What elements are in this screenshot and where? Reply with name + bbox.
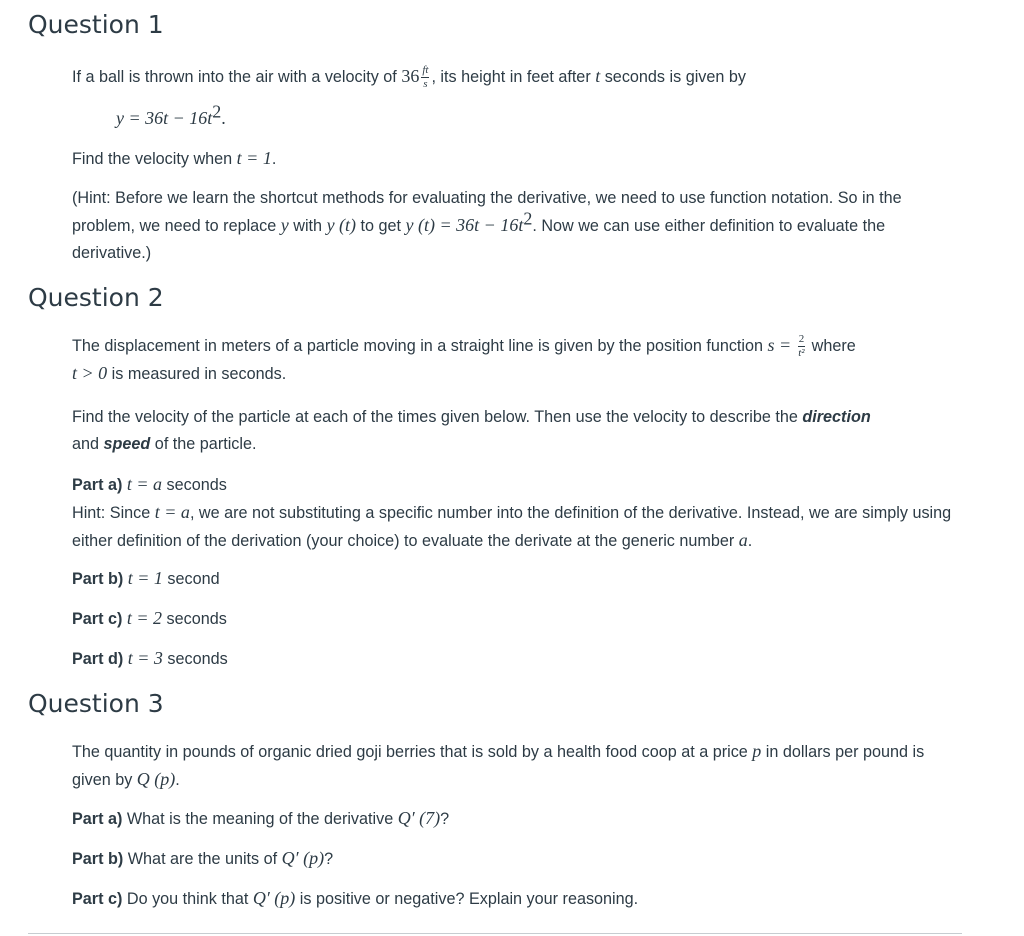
q2-part-c: Part c) t = 2 seconds xyxy=(72,608,227,628)
question-2-title: Question 2 xyxy=(28,283,164,312)
q1-hint: (Hint: Before we learn the shortcut methods for evaluating the derivative, we need to use function notation. So in the problem, we need to replace y with y (t) to get y $(t) = 36t - 16t^2$. Now we can use either definition to evaluate the derivative.) xyxy=(72,189,902,262)
q3-intro: The quantity in pounds of organic dried goji berries that is sold by a health food coop at a price p in dollars per pound is given by Q (p). xyxy=(72,741,925,789)
direction-emphasis: direction xyxy=(802,408,871,426)
velocity-unit-fraction: $\frac{ft}{s}$ xyxy=(422,64,429,91)
speed-emphasis: speed xyxy=(103,435,151,453)
q2-part-b: Part b) t = 1 second xyxy=(72,568,220,588)
q2-intro: The displacement in meters of a particle moving in a straight line is given by the position function s = $\frac{2}{\text{t²}}$ where t > 0 is measured in seconds. xyxy=(72,333,856,383)
q1-equation: $y = 36t - 16t^2$. xyxy=(116,101,226,128)
q3-part-a: Part a) What is the meaning of the derivative Q′ (7)? xyxy=(72,808,450,828)
bottom-divider xyxy=(28,933,962,934)
q3-part-b: Part b) What are the units of Q′ (p)? xyxy=(72,848,334,868)
q2-part-d: Part d) t = 3 seconds xyxy=(72,648,228,668)
q2-find: Find the velocity of the particle at each of the times given below. Then use the velocity to describe the direction and speed of the particle. xyxy=(72,408,871,453)
question-1-title: Question 1 xyxy=(28,10,164,39)
question-3-title: Question 3 xyxy=(28,689,164,718)
q3-part-c: Part c) Do you think that Q′ (p) is positive or negative? Explain your reasoning. xyxy=(72,888,639,908)
q2-part-a: Part a) t = a seconds Hint: Since t = a, we are not substituting a specific number into the definition of the derivative. Instead, we are simply using either definition of the derivation (your choice) to evaluate the derivate at the generic number a. xyxy=(72,474,952,550)
q1-find: Find the velocity when t = 1. xyxy=(72,148,277,168)
q1-intro: If a ball is thrown into the air with a velocity of 36 $\frac{ft}{s}$ , its height in feet after t seconds is given by xyxy=(72,64,746,91)
position-function-fraction: $\frac{2}{\text{t²}}$ xyxy=(798,333,805,360)
